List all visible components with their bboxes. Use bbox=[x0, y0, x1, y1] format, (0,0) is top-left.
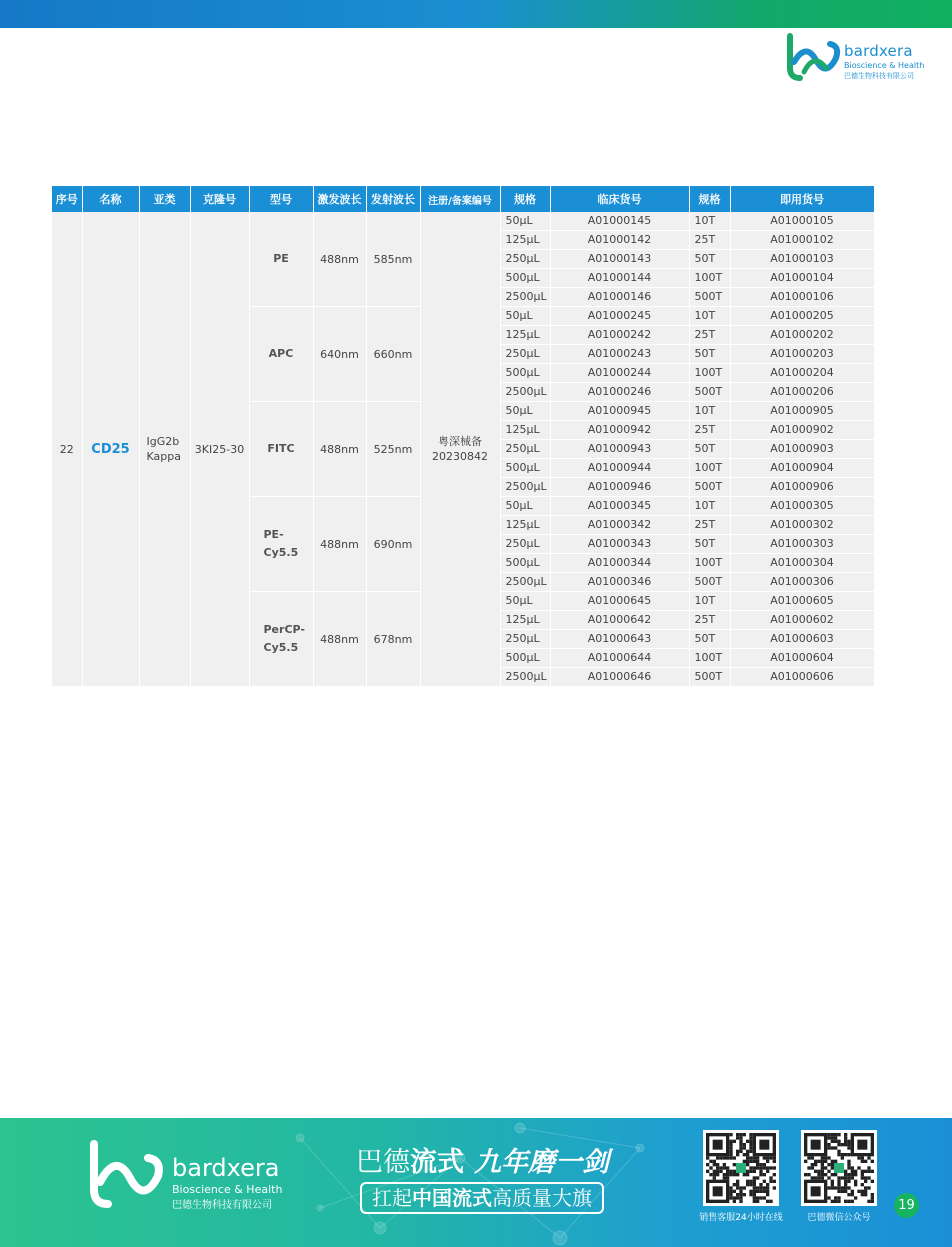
ready-spec-cell: 100T bbox=[689, 269, 730, 288]
ready-code-cell: A01000304 bbox=[730, 554, 874, 573]
ready-spec-cell: 500T bbox=[689, 288, 730, 307]
ready-code-cell: A01000303 bbox=[730, 535, 874, 554]
ready-spec-cell: 100T bbox=[689, 364, 730, 383]
clinical-spec-cell: 50μL bbox=[500, 402, 550, 421]
fluorochrome-type-cell: APC bbox=[249, 307, 313, 402]
fluorochrome-type-cell: PE bbox=[249, 212, 313, 307]
clinical-code-cell: A01000346 bbox=[550, 573, 689, 592]
ready-spec-cell: 10T bbox=[689, 307, 730, 326]
registration-cell: 粤深械备20230842 bbox=[420, 212, 500, 687]
slogan-1-part-a: 巴德 bbox=[356, 1147, 410, 1178]
col-header-clinical-no: 临床货号 bbox=[550, 186, 689, 212]
clinical-spec-cell: 2500μL bbox=[500, 288, 550, 307]
clinical-code-cell: A01000646 bbox=[550, 668, 689, 687]
clinical-spec-cell: 125μL bbox=[500, 611, 550, 630]
ready-code-cell: A01000205 bbox=[730, 307, 874, 326]
table-header-row bbox=[52, 186, 874, 212]
ready-code-cell: A01000302 bbox=[730, 516, 874, 535]
col-header-emission: 发射波长 bbox=[366, 186, 420, 212]
page-number: 19 bbox=[894, 1193, 919, 1218]
clinical-spec-cell: 50μL bbox=[500, 497, 550, 516]
ready-spec-cell: 100T bbox=[689, 649, 730, 668]
clinical-spec-cell: 125μL bbox=[500, 516, 550, 535]
clinical-spec-cell: 125μL bbox=[500, 421, 550, 440]
clinical-code-cell: A01000945 bbox=[550, 402, 689, 421]
brand-subtitle-en: Bioscience & Health bbox=[844, 61, 925, 70]
clinical-spec-cell: 50μL bbox=[500, 592, 550, 611]
ready-spec-cell: 10T bbox=[689, 402, 730, 421]
ready-code-cell: A01000306 bbox=[730, 573, 874, 592]
col-header-type: 型号 bbox=[249, 186, 313, 212]
ready-code-cell: A01000602 bbox=[730, 611, 874, 630]
ready-code-cell: A01000202 bbox=[730, 326, 874, 345]
clinical-spec-cell: 2500μL bbox=[500, 383, 550, 402]
ready-code-cell: A01000604 bbox=[730, 649, 874, 668]
slogan-1-part-b: 流式 bbox=[410, 1147, 464, 1178]
table-row bbox=[52, 212, 874, 231]
clinical-spec-cell: 2500μL bbox=[500, 478, 550, 497]
clinical-code-cell: A01000146 bbox=[550, 288, 689, 307]
clinical-code-cell: A01000645 bbox=[550, 592, 689, 611]
ready-spec-cell: 100T bbox=[689, 554, 730, 573]
ready-spec-cell: 10T bbox=[689, 212, 730, 231]
clinical-code-cell: A01000242 bbox=[550, 326, 689, 345]
clinical-spec-cell: 500μL bbox=[500, 649, 550, 668]
slogan-2-part-b: 中国流式 bbox=[412, 1186, 492, 1210]
emission-cell: 585nm bbox=[366, 212, 420, 307]
ready-code-cell: A01000904 bbox=[730, 459, 874, 478]
slogan-1-script: 九年磨一剑 bbox=[474, 1147, 609, 1178]
top-gradient-bar bbox=[0, 0, 952, 28]
slogan-line-1 bbox=[356, 1140, 609, 1179]
ready-spec-cell: 500T bbox=[689, 573, 730, 592]
excitation-cell: 488nm bbox=[313, 212, 366, 307]
clinical-code-cell: A01000342 bbox=[550, 516, 689, 535]
ready-code-cell: A01000902 bbox=[730, 421, 874, 440]
slogan-2-part-a: 扛起 bbox=[372, 1186, 412, 1210]
emission-cell: 525nm bbox=[366, 402, 420, 497]
ready-code-cell: A01000305 bbox=[730, 497, 874, 516]
col-header-registration: 注册/备案编号 bbox=[420, 186, 500, 212]
excitation-cell: 640nm bbox=[313, 307, 366, 402]
clinical-spec-cell: 125μL bbox=[500, 231, 550, 250]
col-header-name: 名称 bbox=[82, 186, 139, 212]
clinical-code-cell: A01000644 bbox=[550, 649, 689, 668]
clinical-code-cell: A01000946 bbox=[550, 478, 689, 497]
clinical-code-cell: A01000142 bbox=[550, 231, 689, 250]
clinical-code-cell: A01000144 bbox=[550, 269, 689, 288]
clinical-spec-cell: 250μL bbox=[500, 440, 550, 459]
clinical-code-cell: A01000243 bbox=[550, 345, 689, 364]
header-logo bbox=[784, 32, 934, 82]
footer-brand-subtitle-en: Bioscience & Health bbox=[172, 1183, 283, 1196]
ready-code-cell: A01000106 bbox=[730, 288, 874, 307]
clinical-spec-cell: 250μL bbox=[500, 250, 550, 269]
footer-logo bbox=[86, 1140, 286, 1210]
clinical-code-cell: A01000143 bbox=[550, 250, 689, 269]
fluorochrome-type-cell: PerCP- Cy5.5 bbox=[249, 592, 313, 687]
brand-name: bardxera bbox=[844, 42, 913, 60]
table-body bbox=[52, 212, 874, 687]
clinical-spec-cell: 2500μL bbox=[500, 573, 550, 592]
ready-spec-cell: 25T bbox=[689, 516, 730, 535]
clinical-spec-cell: 125μL bbox=[500, 326, 550, 345]
clinical-code-cell: A01000642 bbox=[550, 611, 689, 630]
ready-code-cell: A01000606 bbox=[730, 668, 874, 687]
emission-cell: 690nm bbox=[366, 497, 420, 592]
col-header-excitation: 激发波长 bbox=[313, 186, 366, 212]
product-index-cell: 22 bbox=[52, 212, 82, 687]
product-clone-cell: 3KI25-30 bbox=[190, 212, 249, 687]
clinical-code-cell: A01000943 bbox=[550, 440, 689, 459]
sales-qr-code bbox=[703, 1130, 779, 1206]
excitation-cell: 488nm bbox=[313, 402, 366, 497]
col-header-index: 序号 bbox=[52, 186, 82, 212]
ready-code-cell: A01000105 bbox=[730, 212, 874, 231]
clinical-code-cell: A01000944 bbox=[550, 459, 689, 478]
ready-spec-cell: 25T bbox=[689, 231, 730, 250]
clinical-code-cell: A01000145 bbox=[550, 212, 689, 231]
ready-spec-cell: 25T bbox=[689, 611, 730, 630]
clinical-code-cell: A01000343 bbox=[550, 535, 689, 554]
footer-brand-name: bardxera bbox=[172, 1154, 280, 1182]
clinical-spec-cell: 2500μL bbox=[500, 668, 550, 687]
col-header-ready-no: 即用货号 bbox=[730, 186, 874, 212]
clinical-spec-cell: 500μL bbox=[500, 554, 550, 573]
clinical-code-cell: A01000345 bbox=[550, 497, 689, 516]
ready-spec-cell: 50T bbox=[689, 535, 730, 554]
ready-spec-cell: 50T bbox=[689, 440, 730, 459]
clinical-spec-cell: 500μL bbox=[500, 459, 550, 478]
ready-spec-cell: 50T bbox=[689, 630, 730, 649]
ready-spec-cell: 25T bbox=[689, 421, 730, 440]
wechat-qr-code bbox=[801, 1130, 877, 1206]
qr-pattern-icon bbox=[706, 1133, 776, 1203]
ready-spec-cell: 500T bbox=[689, 478, 730, 497]
clinical-spec-cell: 250μL bbox=[500, 345, 550, 364]
ready-code-cell: A01000905 bbox=[730, 402, 874, 421]
clinical-spec-cell: 500μL bbox=[500, 269, 550, 288]
ready-code-cell: A01000603 bbox=[730, 630, 874, 649]
product-subclass-cell: IgG2b Kappa bbox=[139, 212, 190, 687]
clinical-code-cell: A01000643 bbox=[550, 630, 689, 649]
clinical-spec-cell: 250μL bbox=[500, 535, 550, 554]
col-header-spec-clinical: 规格 bbox=[500, 186, 550, 212]
clinical-code-cell: A01000244 bbox=[550, 364, 689, 383]
ready-spec-cell: 100T bbox=[689, 459, 730, 478]
qr-pattern-icon bbox=[804, 1133, 874, 1203]
ready-code-cell: A01000206 bbox=[730, 383, 874, 402]
ready-code-cell: A01000204 bbox=[730, 364, 874, 383]
footer-bardxera-logo-icon bbox=[86, 1140, 166, 1210]
clinical-spec-cell: 500μL bbox=[500, 364, 550, 383]
emission-cell: 678nm bbox=[366, 592, 420, 687]
ready-code-cell: A01000103 bbox=[730, 250, 874, 269]
emission-cell: 660nm bbox=[366, 307, 420, 402]
slogan-2-part-c: 高质量大旗 bbox=[492, 1186, 592, 1210]
ready-code-cell: A01000906 bbox=[730, 478, 874, 497]
bardxera-logo-icon bbox=[784, 32, 842, 82]
ready-code-cell: A01000605 bbox=[730, 592, 874, 611]
product-spec-table bbox=[52, 186, 875, 687]
col-header-spec-ready: 规格 bbox=[689, 186, 730, 212]
ready-code-cell: A01000203 bbox=[730, 345, 874, 364]
footer-brand-subtitle-cn: 巴德生物科技有限公司 bbox=[172, 1200, 272, 1211]
clinical-spec-cell: 250μL bbox=[500, 630, 550, 649]
ready-spec-cell: 50T bbox=[689, 250, 730, 269]
ready-spec-cell: 10T bbox=[689, 592, 730, 611]
excitation-cell: 488nm bbox=[313, 592, 366, 687]
ready-spec-cell: 500T bbox=[689, 668, 730, 687]
col-header-subclass: 亚类 bbox=[139, 186, 190, 212]
excitation-cell: 488nm bbox=[313, 497, 366, 592]
brand-subtitle-cn: 巴德生物科技有限公司 bbox=[844, 72, 914, 80]
ready-spec-cell: 10T bbox=[689, 497, 730, 516]
ready-code-cell: A01000903 bbox=[730, 440, 874, 459]
ready-code-cell: A01000104 bbox=[730, 269, 874, 288]
clinical-code-cell: A01000246 bbox=[550, 383, 689, 402]
clinical-code-cell: A01000245 bbox=[550, 307, 689, 326]
ready-code-cell: A01000102 bbox=[730, 231, 874, 250]
col-header-clone: 克隆号 bbox=[190, 186, 249, 212]
wechat-qr-caption: 巴德微信公众号 bbox=[807, 1213, 871, 1223]
ready-spec-cell: 500T bbox=[689, 383, 730, 402]
clinical-spec-cell: 50μL bbox=[500, 212, 550, 231]
fluorochrome-type-cell: PE- Cy5.5 bbox=[249, 497, 313, 592]
footer-banner bbox=[0, 1118, 952, 1247]
clinical-code-cell: A01000942 bbox=[550, 421, 689, 440]
clinical-code-cell: A01000344 bbox=[550, 554, 689, 573]
product-name-cell: CD25 bbox=[82, 212, 139, 687]
sales-qr-caption: 销售客服24小时在线 bbox=[699, 1213, 783, 1223]
slogan-line-2 bbox=[360, 1182, 604, 1214]
ready-spec-cell: 50T bbox=[689, 345, 730, 364]
fluorochrome-type-cell: FITC bbox=[249, 402, 313, 497]
ready-spec-cell: 25T bbox=[689, 326, 730, 345]
clinical-spec-cell: 50μL bbox=[500, 307, 550, 326]
